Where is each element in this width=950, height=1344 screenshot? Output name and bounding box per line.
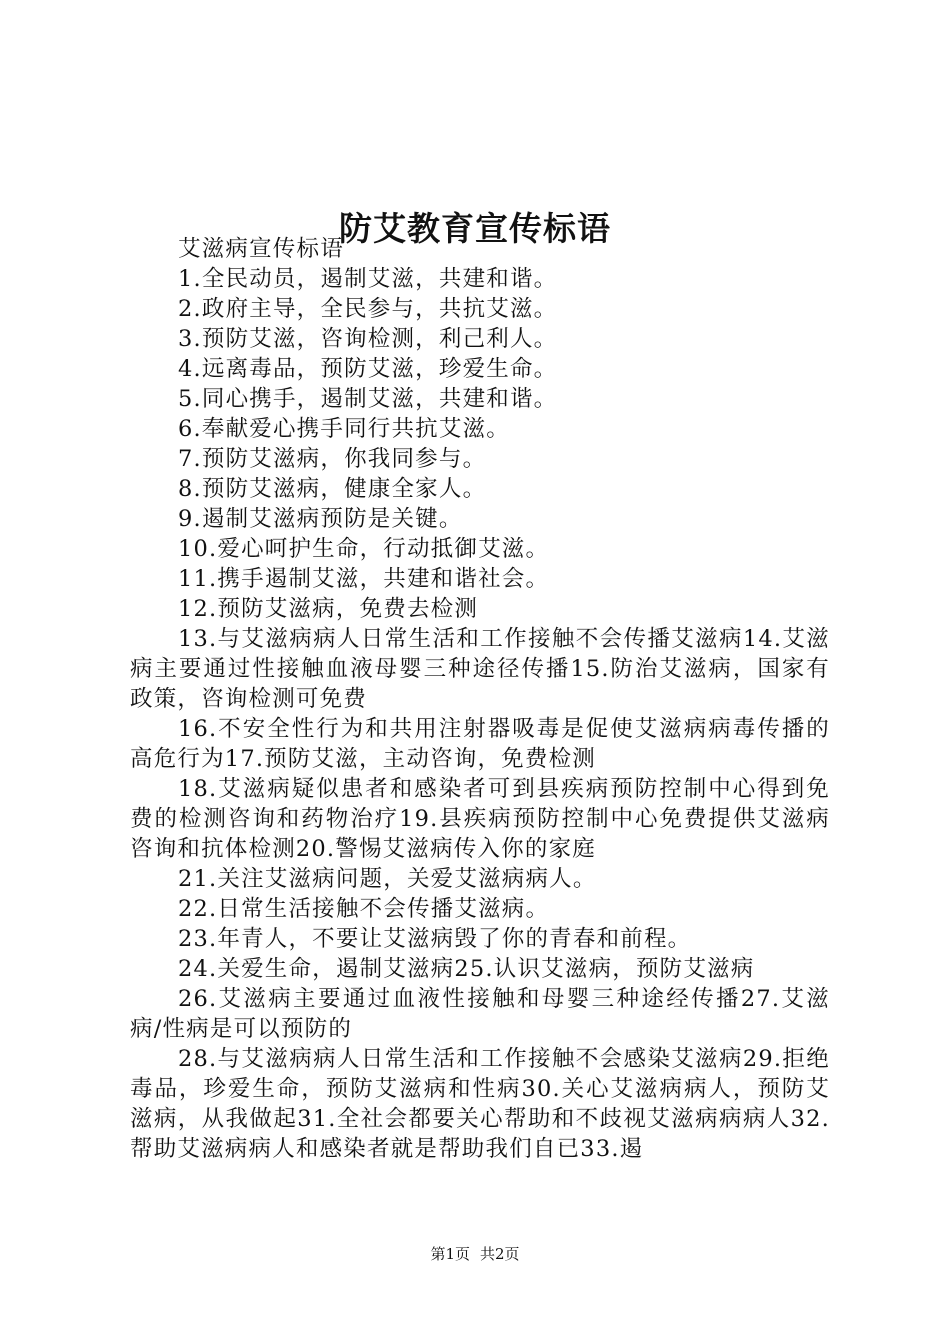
paragraph: 8.预防艾滋病，健康全家人。 [178, 476, 487, 502]
paragraph: 21.关注艾滋病问题，关爱艾滋病病人。 [178, 866, 597, 892]
paragraph: 3.预防艾滋，咨询检测，利己利人。 [178, 326, 558, 352]
paragraph: 23.年青人，不要让艾滋病毁了你的青春和前程。 [178, 926, 692, 952]
paragraph: 16.不安全性行为和共用注射器吸毒是促使艾滋病病毒传播的高危行为17.预防艾滋，主动咨询，免费检测 [130, 716, 830, 772]
page-footer [0, 1244, 950, 1264]
paragraph: 24.关爱生命，遏制艾滋病25.认识艾滋病，预防艾滋病 [178, 956, 755, 982]
page-total: 共2页 [480, 1245, 520, 1263]
paragraph: 1.全民动员，遏制艾滋，共建和谐。 [178, 266, 558, 292]
paragraph: 13.与艾滋病病人日常生活和工作接触不会传播艾滋病14.艾滋病主要通过性接触血液母婴三种途径传播15.防治艾滋病，国家有政策，咨询检测可免费 [130, 626, 830, 712]
paragraph: 11.携手遏制艾滋，共建和谐社会。 [178, 566, 550, 592]
paragraph: 12.预防艾滋病，免费去检测 [178, 596, 479, 622]
document-body [130, 234, 830, 1164]
paragraph: 26.艾滋病主要通过血液性接触和母婴三种途经传播27.艾滋病/性病是可以预防的 [130, 986, 830, 1042]
paragraph: 7.预防艾滋病，你我同参与。 [178, 446, 487, 472]
paragraph: 4.远离毒品，预防艾滋，珍爱生命。 [178, 356, 558, 382]
paragraph: 艾滋病宣传标语 [178, 236, 344, 262]
page-number: 第1页 [430, 1245, 470, 1263]
paragraph: 18.艾滋病疑似患者和感染者可到县疾病预防控制中心得到免费的检测咨询和药物治疗19.县疾病预防控制中心免费提供艾滋病咨询和抗体检测20.警惕艾滋病传入你的家庭 [130, 776, 830, 862]
paragraph: 6.奉献爱心携手同行共抗艾滋。 [178, 416, 510, 442]
paragraph: 5.同心携手，遏制艾滋，共建和谐。 [178, 386, 558, 412]
paragraph: 22.日常生活接触不会传播艾滋病。 [178, 896, 550, 922]
paragraph: 9.遏制艾滋病预防是关键。 [178, 506, 463, 532]
paragraph: 10.爱心呵护生命，行动抵御艾滋。 [178, 536, 550, 562]
paragraph: 28.与艾滋病病人日常生活和工作接触不会感染艾滋病29.拒绝毒品，珍爱生命，预防艾滋病和性病30.关心艾滋病病人，预防艾滋病，从我做起31.全社会都要关心帮助和不歧视艾滋病病病人32.帮助艾滋病病人和感染者就是帮助我们自已33.遏 [130, 1046, 830, 1162]
document-title: 防艾教育宣传标语 [339, 209, 611, 249]
paragraph: 2.政府主导，全民参与，共抗艾滋。 [178, 296, 558, 322]
